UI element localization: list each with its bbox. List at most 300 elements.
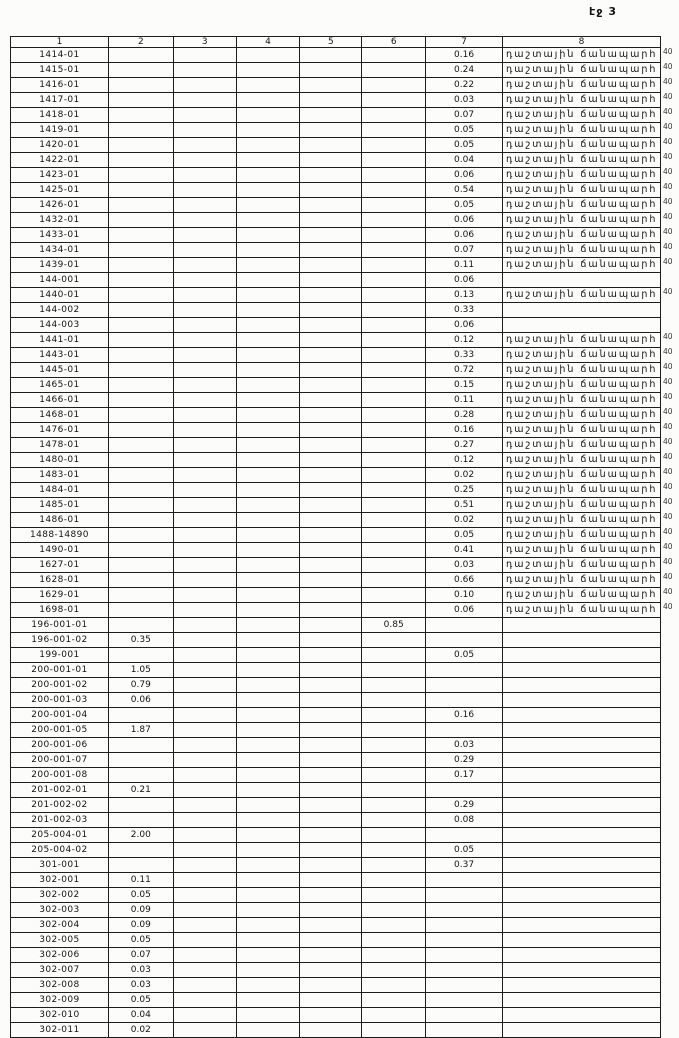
value-cell (173, 63, 236, 78)
value-cell (173, 813, 236, 828)
value-cell (173, 183, 236, 198)
value-cell (108, 228, 173, 243)
road-type-cell: դաշտային ճանապարհ (502, 123, 660, 138)
value-cell (300, 738, 362, 753)
margin-note (660, 663, 678, 678)
margin-note (660, 678, 678, 693)
value-cell: 0.06 (426, 603, 503, 618)
value-cell (236, 858, 300, 873)
value-cell (108, 198, 173, 213)
value-cell (362, 408, 426, 423)
value-cell (236, 363, 300, 378)
value-cell: 0.09 (108, 918, 173, 933)
value-cell (426, 663, 503, 678)
row-id-cell: 196-001-01 (11, 618, 109, 633)
value-cell (236, 963, 300, 978)
margin-note (660, 918, 678, 933)
value-cell (173, 288, 236, 303)
margin-note: 40 (662, 587, 673, 596)
value-cell (362, 273, 426, 288)
table-row (11, 573, 679, 588)
value-cell (173, 198, 236, 213)
value-cell: 0.06 (426, 228, 503, 243)
table-row (11, 828, 679, 843)
value-cell (173, 348, 236, 363)
value-cell (300, 783, 362, 798)
value-cell (173, 513, 236, 528)
value-cell (108, 498, 173, 513)
value-cell (236, 453, 300, 468)
margin-spacer (660, 37, 678, 48)
value-cell: 0.13 (426, 288, 503, 303)
margin-note: 40 (662, 212, 673, 221)
row-id-cell: 201-002-03 (11, 813, 109, 828)
value-cell (362, 963, 426, 978)
value-cell (173, 1023, 236, 1038)
value-cell (108, 78, 173, 93)
road-type-cell: դաշտային ճանապարհ (502, 258, 660, 273)
value-cell (362, 423, 426, 438)
value-cell (173, 723, 236, 738)
row-id-cell: 1416-01 (11, 78, 109, 93)
row-id-cell: 1468-01 (11, 408, 109, 423)
column-header: 4 (236, 37, 300, 48)
value-cell (236, 543, 300, 558)
row-id-cell: 1414-01 (11, 48, 109, 63)
row-id-cell: 199-001 (11, 648, 109, 663)
value-cell (426, 993, 503, 1008)
table-row (11, 693, 679, 708)
table-row (11, 78, 679, 93)
value-cell (108, 393, 173, 408)
value-cell (236, 153, 300, 168)
value-cell (108, 288, 173, 303)
margin-note (660, 723, 678, 738)
value-cell (426, 828, 503, 843)
margin-note: 40 (662, 137, 673, 146)
row-id-cell: 302-006 (11, 948, 109, 963)
value-cell (362, 873, 426, 888)
table-row (11, 843, 679, 858)
page-number-label: էջ 3 (589, 5, 617, 18)
value-cell (362, 63, 426, 78)
value-cell: 0.27 (426, 438, 503, 453)
value-cell (236, 1008, 300, 1023)
value-cell (173, 978, 236, 993)
margin-note (660, 963, 678, 978)
value-cell (173, 828, 236, 843)
value-cell (108, 528, 173, 543)
value-cell (236, 888, 300, 903)
value-cell: 0.05 (426, 123, 503, 138)
value-cell (236, 633, 300, 648)
margin-note: 40 (662, 362, 673, 371)
value-cell: 0.05 (426, 648, 503, 663)
value-cell (108, 333, 173, 348)
value-cell (236, 828, 300, 843)
table-row (11, 318, 679, 333)
value-cell: 0.41 (426, 543, 503, 558)
value-cell: 0.05 (426, 528, 503, 543)
margin-note (660, 798, 678, 813)
value-cell (362, 783, 426, 798)
value-cell: 0.03 (426, 738, 503, 753)
value-cell (236, 843, 300, 858)
value-cell (362, 483, 426, 498)
value-cell (362, 648, 426, 663)
value-cell (173, 318, 236, 333)
value-cell (108, 858, 173, 873)
value-cell (362, 78, 426, 93)
value-cell: 0.06 (426, 273, 503, 288)
value-cell (236, 993, 300, 1008)
column-header: 1 (11, 37, 109, 48)
road-type-cell (502, 693, 660, 708)
value-cell (173, 123, 236, 138)
value-cell (300, 708, 362, 723)
value-cell (236, 408, 300, 423)
value-cell (300, 513, 362, 528)
value-cell (426, 888, 503, 903)
value-cell (300, 603, 362, 618)
row-id-cell: 1434-01 (11, 243, 109, 258)
margin-note: 40 (662, 542, 673, 551)
value-cell: 0.02 (426, 468, 503, 483)
road-type-cell: դաշտային ճանապարհ (502, 48, 660, 63)
value-cell: 0.79 (108, 678, 173, 693)
value-cell (362, 843, 426, 858)
value-cell (236, 213, 300, 228)
row-id-cell: 201-002-01 (11, 783, 109, 798)
value-cell (108, 183, 173, 198)
margin-note: 40 (662, 227, 673, 236)
road-type-cell (502, 873, 660, 888)
value-cell (300, 48, 362, 63)
value-cell (362, 108, 426, 123)
road-type-cell: դաշտային ճանապարհ (502, 483, 660, 498)
value-cell (173, 858, 236, 873)
value-cell (173, 678, 236, 693)
value-cell (236, 468, 300, 483)
value-cell (236, 918, 300, 933)
row-id-cell: 1418-01 (11, 108, 109, 123)
table-row (11, 93, 679, 108)
value-cell (173, 273, 236, 288)
row-id-cell: 1465-01 (11, 378, 109, 393)
value-cell (173, 378, 236, 393)
value-cell (108, 618, 173, 633)
table-row (11, 213, 679, 228)
row-id-cell: 302-008 (11, 978, 109, 993)
value-cell (362, 168, 426, 183)
value-cell (426, 918, 503, 933)
road-type-cell: դաշտային ճանապարհ (502, 498, 660, 513)
value-cell (173, 903, 236, 918)
value-cell: 0.05 (108, 888, 173, 903)
value-cell: 0.12 (426, 333, 503, 348)
table-row (11, 903, 679, 918)
margin-note: 40 (662, 242, 673, 251)
value-cell (362, 468, 426, 483)
value-cell (362, 798, 426, 813)
value-cell: 0.05 (108, 993, 173, 1008)
value-cell (362, 1023, 426, 1038)
value-cell (426, 873, 503, 888)
value-cell: 0.37 (426, 858, 503, 873)
value-cell: 0.06 (426, 168, 503, 183)
road-type-cell: դաշտային ճանապարհ (502, 198, 660, 213)
value-cell (236, 648, 300, 663)
margin-note (660, 993, 678, 1008)
table-row (11, 333, 679, 348)
value-cell (362, 1008, 426, 1023)
value-cell (362, 753, 426, 768)
value-cell (108, 258, 173, 273)
road-type-cell (502, 678, 660, 693)
row-id-cell: 1486-01 (11, 513, 109, 528)
margin-note: 40 (662, 107, 673, 116)
road-type-cell: դաշտային ճանապարհ (502, 288, 660, 303)
row-id-cell: 1478-01 (11, 438, 109, 453)
table-row (11, 633, 679, 648)
row-id-cell: 1415-01 (11, 63, 109, 78)
value-cell (362, 693, 426, 708)
value-cell (108, 138, 173, 153)
value-cell (173, 453, 236, 468)
value-cell (236, 618, 300, 633)
value-cell (108, 588, 173, 603)
road-type-cell: դաշտային ճանապարհ (502, 78, 660, 93)
value-cell (108, 513, 173, 528)
row-id-cell: 1466-01 (11, 393, 109, 408)
table-row (11, 918, 679, 933)
road-type-cell (502, 963, 660, 978)
value-cell (300, 423, 362, 438)
row-id-cell: 1419-01 (11, 123, 109, 138)
row-id-cell: 1439-01 (11, 258, 109, 273)
road-type-cell (502, 918, 660, 933)
road-type-cell: դաշտային ճանապարհ (502, 378, 660, 393)
value-cell (108, 168, 173, 183)
value-cell: 0.03 (426, 93, 503, 108)
value-cell (108, 48, 173, 63)
value-cell: 0.05 (426, 843, 503, 858)
value-cell (300, 93, 362, 108)
value-cell: 0.16 (426, 708, 503, 723)
value-cell (108, 708, 173, 723)
value-cell (236, 588, 300, 603)
table-row (11, 753, 679, 768)
row-id-cell: 301-001 (11, 858, 109, 873)
value-cell: 0.24 (426, 63, 503, 78)
value-cell (362, 453, 426, 468)
row-id-cell: 1484-01 (11, 483, 109, 498)
row-id-cell: 1432-01 (11, 213, 109, 228)
value-cell (362, 93, 426, 108)
margin-note (660, 813, 678, 828)
margin-note (660, 888, 678, 903)
row-id-cell: 1483-01 (11, 468, 109, 483)
road-type-cell: դաշտային ճանապարհ (502, 408, 660, 423)
value-cell (362, 138, 426, 153)
value-cell (173, 168, 236, 183)
road-type-cell: դաշտային ճանապարհ (502, 363, 660, 378)
value-cell (236, 138, 300, 153)
value-cell (236, 903, 300, 918)
table-row (11, 588, 679, 603)
road-type-cell: դաշտային ճանապարհ (502, 423, 660, 438)
table-row (11, 183, 679, 198)
value-cell: 0.02 (426, 513, 503, 528)
road-type-cell (502, 303, 660, 318)
margin-note (660, 273, 678, 288)
margin-note (660, 858, 678, 873)
row-id-cell: 1627-01 (11, 558, 109, 573)
road-type-cell (502, 723, 660, 738)
table-row (11, 678, 679, 693)
value-cell (426, 693, 503, 708)
value-cell (362, 813, 426, 828)
value-cell (426, 963, 503, 978)
value-cell (173, 243, 236, 258)
value-cell (362, 498, 426, 513)
value-cell: 0.51 (426, 498, 503, 513)
value-cell (173, 768, 236, 783)
value-cell (236, 753, 300, 768)
value-cell (300, 123, 362, 138)
value-cell (300, 408, 362, 423)
margin-note: 40 (662, 197, 673, 206)
value-cell (300, 183, 362, 198)
value-cell (300, 993, 362, 1008)
value-cell (236, 183, 300, 198)
value-cell (173, 843, 236, 858)
row-id-cell: 1490-01 (11, 543, 109, 558)
value-cell (236, 933, 300, 948)
value-cell (236, 603, 300, 618)
value-cell (300, 768, 362, 783)
value-cell: 0.28 (426, 408, 503, 423)
margin-note: 40 (662, 602, 673, 611)
value-cell (300, 918, 362, 933)
margin-note: 40 (662, 437, 673, 446)
row-id-cell: 1426-01 (11, 198, 109, 213)
margin-note (660, 1008, 678, 1023)
road-type-cell: դաշտային ճանապարհ (502, 588, 660, 603)
value-cell (108, 543, 173, 558)
value-cell (236, 738, 300, 753)
value-cell (108, 363, 173, 378)
row-id-cell: 200-001-01 (11, 663, 109, 678)
road-type-cell (502, 768, 660, 783)
value-cell (173, 468, 236, 483)
margin-note (660, 318, 678, 333)
table-row (11, 618, 679, 633)
margin-note (660, 618, 678, 633)
table-row (11, 543, 679, 558)
value-cell (426, 723, 503, 738)
value-cell (108, 93, 173, 108)
margin-note: 40 (662, 497, 673, 506)
value-cell (173, 573, 236, 588)
margin-note (660, 933, 678, 948)
value-cell (236, 198, 300, 213)
value-cell (300, 888, 362, 903)
value-cell (173, 153, 236, 168)
value-cell (362, 348, 426, 363)
value-cell (300, 903, 362, 918)
value-cell (300, 498, 362, 513)
header-row (11, 37, 679, 48)
value-cell (300, 813, 362, 828)
value-cell (426, 903, 503, 918)
road-type-cell (502, 978, 660, 993)
road-type-cell (502, 903, 660, 918)
table-row (11, 708, 679, 723)
row-id-cell: 200-001-02 (11, 678, 109, 693)
value-cell (362, 198, 426, 213)
value-cell (300, 438, 362, 453)
road-type-cell: դաշտային ճանապարհ (502, 543, 660, 558)
margin-note (660, 783, 678, 798)
table-row (11, 858, 679, 873)
value-cell (173, 78, 236, 93)
row-id-cell: 1629-01 (11, 588, 109, 603)
table-row (11, 528, 679, 543)
value-cell: 0.17 (426, 768, 503, 783)
value-cell (362, 183, 426, 198)
value-cell (300, 873, 362, 888)
value-cell (108, 843, 173, 858)
value-cell (300, 168, 362, 183)
table-row (11, 378, 679, 393)
margin-note (660, 948, 678, 963)
value-cell (362, 363, 426, 378)
value-cell (173, 888, 236, 903)
margin-note: 40 (662, 557, 673, 566)
margin-note: 40 (662, 527, 673, 536)
value-cell (236, 513, 300, 528)
value-cell: 0.03 (108, 978, 173, 993)
road-type-cell: դաշտային ճանապարհ (502, 468, 660, 483)
value-cell (362, 123, 426, 138)
table-row (11, 933, 679, 948)
value-cell (300, 558, 362, 573)
value-cell (173, 753, 236, 768)
value-cell (236, 78, 300, 93)
margin-note: 40 (662, 287, 673, 296)
value-cell (300, 453, 362, 468)
road-type-cell: դաշտային ճանապարհ (502, 558, 660, 573)
value-cell (300, 378, 362, 393)
value-cell (173, 693, 236, 708)
value-cell: 0.05 (426, 198, 503, 213)
margin-note: 40 (662, 62, 673, 71)
margin-note: 40 (662, 92, 673, 101)
value-cell: 0.11 (108, 873, 173, 888)
margin-note: 40 (662, 482, 673, 491)
value-cell: 0.72 (426, 363, 503, 378)
road-type-cell: դաշտային ճանապարհ (502, 213, 660, 228)
value-cell (362, 153, 426, 168)
value-cell (362, 48, 426, 63)
value-cell (173, 963, 236, 978)
value-cell (300, 828, 362, 843)
table-row (11, 438, 679, 453)
value-cell: 0.25 (426, 483, 503, 498)
value-cell (300, 303, 362, 318)
road-type-cell: դաշտային ճանապարհ (502, 243, 660, 258)
